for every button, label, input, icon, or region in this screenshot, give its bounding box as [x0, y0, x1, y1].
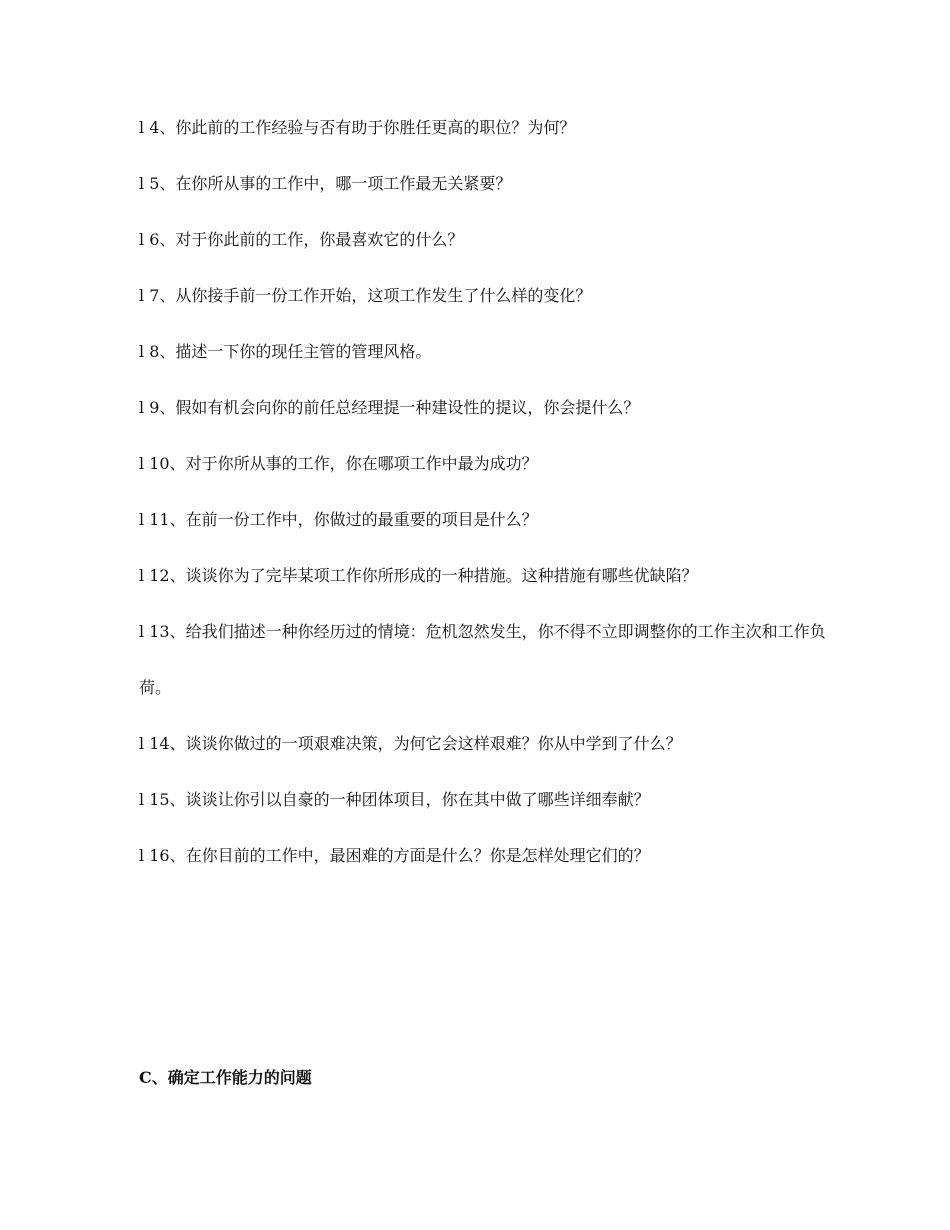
question-item: l 6、对于你此前的工作，你最喜欢它的什么？: [139, 230, 464, 249]
question-item: l 9、假如有机会向你的前任总经理提一种建设性的提议，你会提什么？: [139, 398, 640, 417]
question-item: l 11、在前一份工作中，你做过的最重要的项目是什么？: [139, 510, 538, 529]
question-item: l 13、给我们描述一种你经历过的情境：危机忽然发生，你不得不立即调整你的工作主次和工作负荷。: [139, 622, 826, 697]
question-item: l 10、对于你所从事的工作，你在哪项工作中最为成功？: [139, 454, 538, 473]
question-item: l 15、谈谈让你引以自豪的一种团体项目，你在其中做了哪些详细奉献？: [139, 790, 650, 809]
question-list: [139, 114, 829, 898]
section-heading: C、确定工作能力的问题: [139, 1068, 312, 1087]
question-item: l 8、描述一下你的现任主管的管理风格。: [139, 342, 432, 361]
question-item: l 5、在你所从事的工作中，哪一项工作最无关紧要？: [139, 174, 512, 193]
question-item: l 7、从你接手前一份工作开始，这项工作发生了什么样的变化？: [139, 286, 592, 305]
question-item: l 14、谈谈你做过的一项艰难决策，为何它会这样艰难？你从中学到了什么？: [139, 734, 682, 753]
question-item: l 4、你此前的工作经验与否有助于你胜任更高的职位？为何？: [139, 118, 576, 137]
question-item: l 16、在你目前的工作中，最困难的方面是什么？你是怎样处理它们的？: [139, 846, 650, 865]
question-item: l 12、谈谈你为了完毕某项工作你所形成的一种措施。这种措施有哪些优缺陷？: [139, 566, 698, 585]
